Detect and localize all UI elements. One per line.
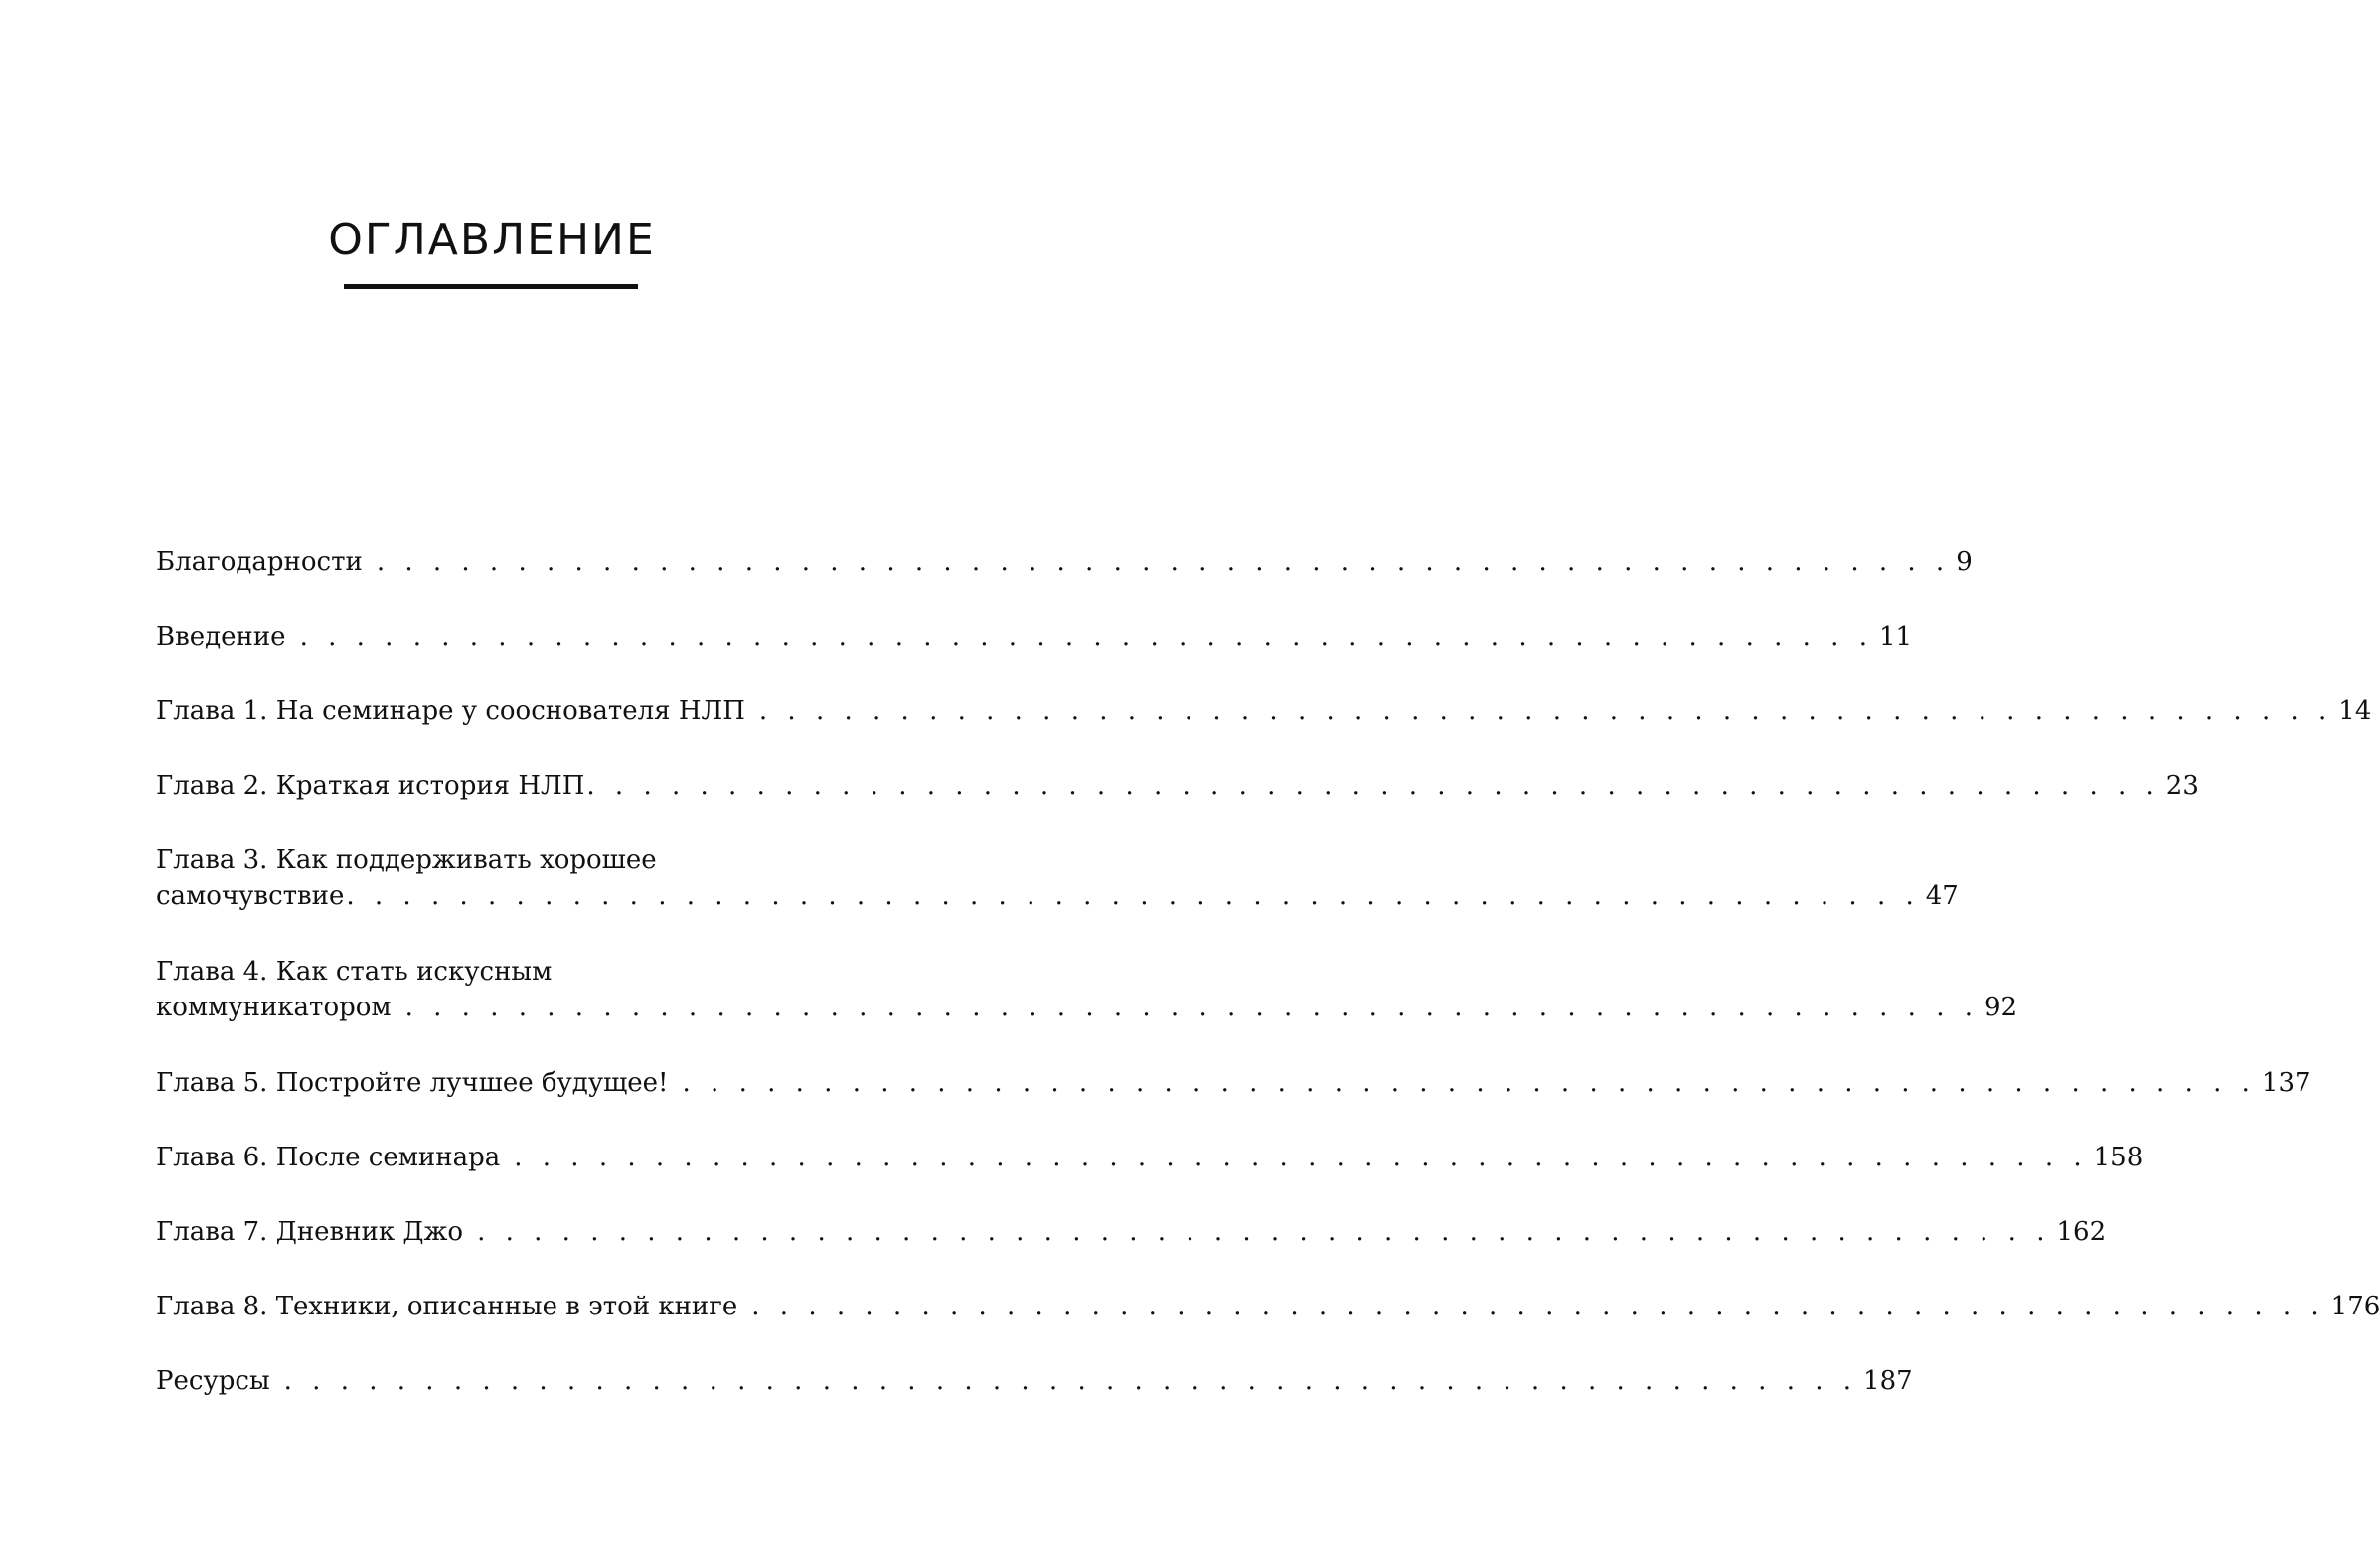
dot-leader: . . . . . . . . . . . . . . . . . . . . . . . . . . . . . . . . . . . . . . . . . . . . . . . . . . . . . . . . <box>586 771 2160 801</box>
toc-entry-introduction[interactable] <box>156 619 1913 694</box>
toc-entry-title: Глава 2. Краткая история НЛП <box>156 771 585 801</box>
toc-entry-title: Глава 3. Как поддерживать хорошее <box>156 846 657 875</box>
toc-entry-title: Глава 8. Техники, описанные в этой книге <box>156 1292 738 1321</box>
toc-entry-title: Глава 6. После семинара <box>156 1143 501 1172</box>
toc-entry-chapter-1[interactable] <box>156 694 2372 768</box>
toc-entry-title-continued: коммуникатором <box>156 993 392 1022</box>
toc-entry-page: 137 <box>2261 1068 2311 1098</box>
toc-entry-page: 162 <box>2056 1217 2107 1247</box>
toc-entry-resources[interactable] <box>156 1363 1913 1438</box>
toc-entry-chapter-3[interactable] <box>156 843 1959 954</box>
toc-entry-title-continued: самочувствие <box>156 881 345 911</box>
toc-entry-page: 11 <box>1878 622 1913 652</box>
dot-leader: . . . . . . . . . . . . . . . . . . . . . . . . . . . . . . . . . . . . . . . . . . . . . . . . . . . . . . . . <box>477 1217 2051 1247</box>
table-of-contents <box>156 544 2380 1438</box>
dot-leader: . . . . . . . . . . . . . . . . . . . . . . . . . . . . . . . . . . . . . . . . . . . . . . . . . . . . . . . . <box>751 1292 2325 1321</box>
dot-leader: . . . . . . . . . . . . . . . . . . . . . . . . . . . . . . . . . . . . . . . . . . . . . . . . . . . . . . . . <box>299 622 1873 652</box>
toc-entry-title: Глава 4. Как стать искусным <box>156 957 553 987</box>
toc-entry-chapter-7[interactable] <box>156 1214 2107 1289</box>
toc-entry-page: 23 <box>2165 771 2199 801</box>
page-title: ОГЛАВЛЕНИЕ <box>328 215 656 265</box>
toc-entry-page: 47 <box>1925 881 1959 911</box>
toc-entry-title: Благодарности <box>156 547 363 577</box>
toc-entry-title: Ресурсы <box>156 1366 270 1396</box>
toc-entry-acknowledgements[interactable] <box>156 544 1973 619</box>
toc-entry-page: 187 <box>1863 1366 1913 1396</box>
toc-entry-title: Глава 7. Дневник Джо <box>156 1217 464 1247</box>
dot-leader: . . . . . . . . . . . . . . . . . . . . . . . . . . . . . . . . . . . . . . . . . . . . . . . . . . . . . . . . <box>283 1366 1858 1396</box>
toc-entry-chapter-5[interactable] <box>156 1065 2311 1140</box>
toc-entry-page: 158 <box>2093 1143 2143 1172</box>
toc-entry-page: 14 <box>2338 696 2372 726</box>
dot-leader: . . . . . . . . . . . . . . . . . . . . . . . . . . . . . . . . . . . . . . . . . . . . . . . . . . . . . . . . <box>758 696 2333 726</box>
toc-entry-title: Глава 1. На семинаре у сооснователя НЛП <box>156 696 745 726</box>
title-underline <box>344 284 638 289</box>
toc-entry-page: 92 <box>1984 993 2018 1022</box>
dot-leader: . . . . . . . . . . . . . . . . . . . . . . . . . . . . . . . . . . . . . . . . . . . . . . . . . . . . . . . . <box>346 881 1920 911</box>
dot-leader: . . . . . . . . . . . . . . . . . . . . . . . . . . . . . . . . . . . . . . . . . . . . . . . . . . . . . . . . <box>682 1068 2256 1098</box>
toc-entry-chapter-8[interactable] <box>156 1289 2380 1363</box>
dot-leader: . . . . . . . . . . . . . . . . . . . . . . . . . . . . . . . . . . . . . . . . . . . . . . . . . . . . . . . . <box>404 993 1980 1022</box>
toc-entry-chapter-2[interactable] <box>156 768 2199 843</box>
toc-entry-title: Глава 5. Постройте лучшее будущее! <box>156 1068 669 1098</box>
toc-entry-chapter-4[interactable] <box>156 954 2018 1065</box>
dot-leader: . . . . . . . . . . . . . . . . . . . . . . . . . . . . . . . . . . . . . . . . . . . . . . . . . . . . . . . . <box>514 1143 2088 1172</box>
toc-entry-page: 176 <box>2330 1292 2380 1321</box>
toc-entry-chapter-6[interactable] <box>156 1140 2143 1214</box>
toc-entry-title: Введение <box>156 622 286 652</box>
toc-entry-page: 9 <box>1956 547 1973 577</box>
dot-leader: . . . . . . . . . . . . . . . . . . . . . . . . . . . . . . . . . . . . . . . . . . . . . . . . . . . . . . . . <box>376 547 1951 577</box>
